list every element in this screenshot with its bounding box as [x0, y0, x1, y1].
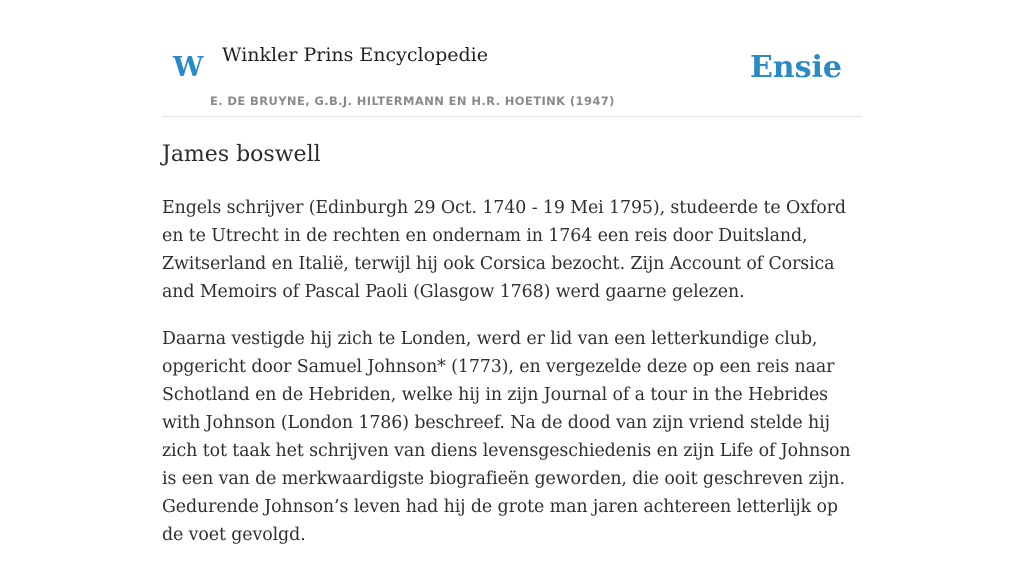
article [162, 136, 862, 568]
ensie-logo-link[interactable]: Ensie [749, 50, 842, 85]
article-paragraph-1: Engels schrijver (Edinburgh 29 Oct. 1740 - 19 Mei 1795), studeerde te Oxford en te Utrecht in de rechten en ondernam in 1764 een reis door Duitsland, Zwitserland en Italië, terwijl hij ook Corsica bezocht. Zijn Account of Corsica and Memoirs of Pascal Paoli (Glasgow 1768) werd gaarne gelezen. [162, 198, 846, 302]
publication-authors: E. DE BRUYNE, G.B.J. HILTERMANN EN H.R. HOETINK (1947) [210, 94, 615, 108]
publication-header [162, 0, 862, 117]
publication-title[interactable]: Winkler Prins Encyclopedie [222, 44, 488, 66]
article-paragraph-2: Daarna vestigde hij zich te Londen, werd er lid van een letterkundige club, opgericht door Samuel Johnson* (1773), en vergezelde deze op een reis naar Schotland en de Hebriden, welke hij in zijn Journal of a tour in the Hebrides with Johnson (London 1786) beschreef. Na de dood van zijn vriend stelde hij zich tot taak het schrijven van diens levensgeschiedenis en zijn Life of Johnson is een van de merkwaardigste biografieën geworden, die ooit geschreven zijn. Gedurende Johnson’s leven had hij de grote man jaren achtereen letterlijk op de voet gevolgd. [162, 329, 851, 545]
publication-logo-link[interactable]: W [173, 52, 204, 83]
article-title: James boswell [162, 142, 321, 167]
